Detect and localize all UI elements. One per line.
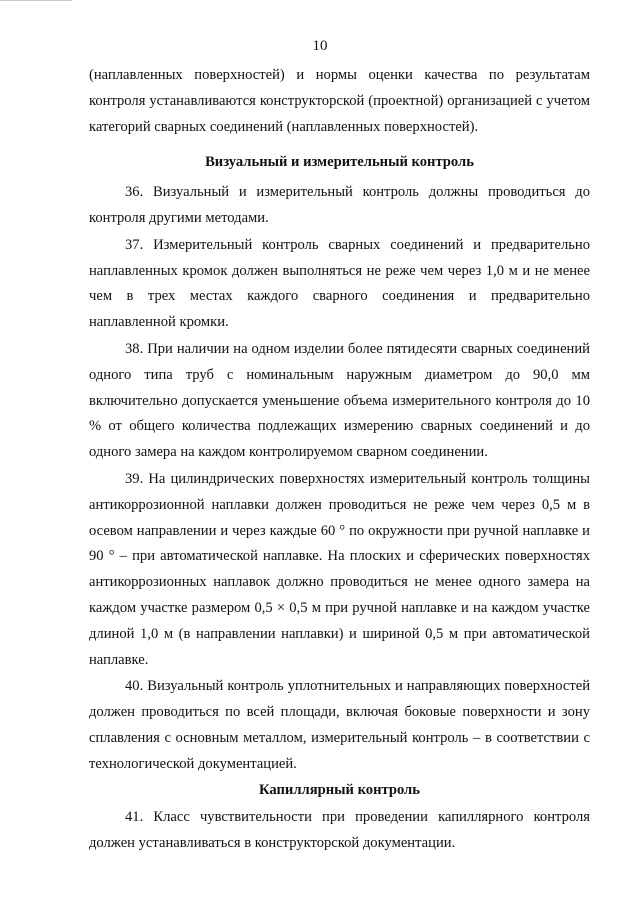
clause-41: 41. Класс чувствительности при проведении капиллярного контроля должен устанавливаться в конструкторской документации.: [89, 809, 590, 852]
scan-edge-line: [0, 0, 72, 1]
paragraph-continuation: (наплавленных поверхностей) и нормы оценки качества по результатам контроля устанавливаются конструкторской (проектной) организацией с учетом категорий сварных соединений (наплавленных поверхностей).: [89, 67, 590, 135]
clause-38: 38. При наличии на одном изделии более пятидесяти сварных соединений одного типа труб с номинальным наружным диаметром до 90,0 мм включительно допускается уменьшение объема измерительного контроля до 10 % от общего количества подлежащих измерению сварных соединений и до одного замера на каждом контролируемом сварном соединении.: [89, 340, 590, 461]
page-number: 10: [312, 38, 328, 54]
section-heading-visual-measurement: Визуальный и измерительный контроль: [205, 154, 474, 171]
section-heading-capillary: Капиллярный контроль: [259, 781, 420, 798]
clause-37: 37. Измерительный контроль сварных соединений и предварительно наплавленных кромок должен выполняться не реже чем через 1,0 м и не менее чем в трех местах каждого сварного соединения и предварительно наплавленной кромки.: [89, 236, 590, 331]
document-body: [89, 63, 590, 857]
clause-40: 40. Визуальный контроль уплотнительных и направляющих поверхностей должен проводиться по всей площади, включая боковые поверхности и зону сплавления с основным металлом, измерительный контроль – в соответствии с технологической документацией.: [89, 678, 590, 772]
clause-39: 39. На цилиндрических поверхностях измерительный контроль толщины антикоррозионной наплавки должен проводиться не реже чем через 0,5 м в осевом направлении и через каждые 60 ° по окружности при ручной наплавке и 90 ° – при автоматической наплавке. На плоских и сферических поверхностях антикоррозионных наплавок должно проводиться не менее одного замера на каждом участке размером 0,5 × 0,5 м при ручной наплавке и на каждом участке длиной 1,0 м (в направлении наплавки) и шириной 0,5 м при автоматической наплавке.: [89, 470, 590, 668]
clause-36: 36. Визуальный и измерительный контроль должны проводиться до контроля другими методами.: [89, 184, 590, 226]
